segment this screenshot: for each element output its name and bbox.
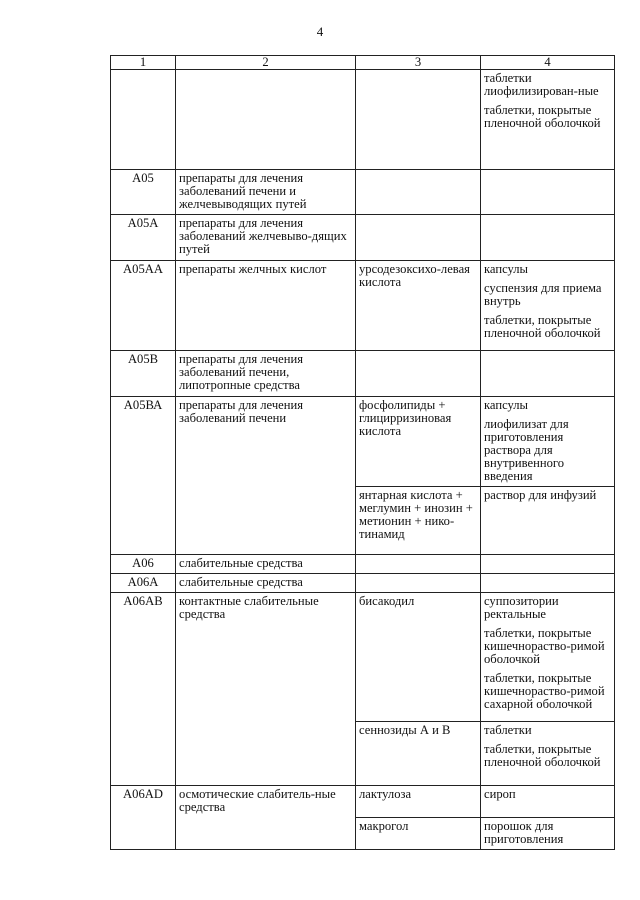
dosage-form: капсулы (484, 262, 529, 276)
atc-code: А05ВА (111, 397, 176, 555)
form-cell (481, 786, 615, 818)
group-name: слабительные средства (176, 555, 356, 574)
atc-code: А05А (111, 215, 176, 261)
table-row (111, 70, 615, 170)
dosage-form: таблетки, покрытые кишечнораство-римой сахарной оболочкой (484, 671, 605, 711)
group-cell (176, 70, 356, 170)
drug-name: урсодезоксихо-левая кислота (356, 261, 481, 351)
column-header: 2 (176, 56, 356, 70)
form-cell (481, 593, 615, 722)
atc-code: А06А (111, 574, 176, 593)
atc-code: А05АА (111, 261, 176, 351)
atc-code: А06АВ (111, 593, 176, 786)
drug-name: сеннозиды А и В (356, 722, 481, 786)
drug-name: лактулоза (356, 786, 481, 818)
atc-code: А06АD (111, 786, 176, 818)
drug-name: янтарная кислота + меглумин + инозин + метионин + нико-тинамид (356, 487, 481, 555)
form-cell (481, 487, 615, 555)
drug-cell (356, 351, 481, 397)
group-name: контактные слабительные средства (176, 593, 356, 786)
dosage-form: лиофилизат для приготовления раствора для внутривенного введения (484, 417, 569, 483)
page-number: 4 (316, 24, 324, 39)
column-header: 3 (356, 56, 481, 70)
dosage-form: порошок для приготовления (484, 818, 564, 846)
group-name: осмотические слабитель-ные средства (176, 786, 356, 818)
form-cell (481, 215, 615, 261)
table-row (111, 574, 615, 593)
group-name: препараты для лечения заболеваний печени и желчевыводящих путей (176, 170, 356, 215)
drug-cell (356, 555, 481, 574)
form-cell (481, 817, 615, 849)
table-row (111, 351, 615, 397)
dosage-form: таблетки, покрытые пленочной оболочкой (484, 313, 601, 340)
form-cell (481, 397, 615, 487)
dosage-form: раствор для инфузий (484, 488, 597, 502)
atc-code: А05В (111, 351, 176, 397)
group-cell (176, 817, 356, 849)
code-cell (111, 817, 176, 849)
group-name: препараты для лечения заболеваний печени, липотропные средства (176, 351, 356, 397)
group-name: препараты для лечения заболеваний печени (176, 397, 356, 555)
atc-code: А05 (111, 170, 176, 215)
dosage-form: таблетки лиофилизирован-ные (484, 71, 599, 98)
dosage-form: таблетки (484, 723, 532, 737)
header-row (111, 56, 615, 70)
dosage-form: суспензия для приема внутрь (484, 281, 602, 308)
group-name: препараты желчных кислот (176, 261, 356, 351)
column-header: 1 (111, 56, 176, 70)
form-cell (481, 170, 615, 215)
dosage-form: таблетки, покрытые кишечнораство-римой оболочкой (484, 626, 605, 666)
code-cell (111, 70, 176, 170)
group-name: слабительные средства (176, 574, 356, 593)
table-row (111, 170, 615, 215)
drug-cell (356, 215, 481, 261)
drug-table (110, 55, 615, 850)
column-header: 4 (481, 56, 615, 70)
drug-name: фосфолипиды + глицирризиновая кислота (356, 397, 481, 487)
form-cell (481, 574, 615, 593)
form-cell (481, 261, 615, 351)
atc-code: А06 (111, 555, 176, 574)
dosage-form: таблетки, покрытые пленочной оболочкой (484, 103, 601, 130)
drug-cell (356, 574, 481, 593)
drug-cell (356, 70, 481, 170)
dosage-form: таблетки, покрытые пленочной оболочкой (484, 742, 601, 769)
table-row (111, 261, 615, 351)
table-row (111, 397, 615, 487)
table-row (111, 593, 615, 722)
dosage-form: капсулы (484, 398, 529, 412)
form-cell (481, 351, 615, 397)
drug-name: макрогол (356, 817, 481, 849)
table-row (111, 555, 615, 574)
form-cell (481, 70, 615, 170)
table-row (111, 215, 615, 261)
table-row (111, 817, 615, 849)
dosage-form: сироп (484, 787, 516, 801)
drug-name: бисакодил (356, 593, 481, 722)
dosage-form: суппозитории ректальные (484, 594, 559, 621)
form-cell (481, 722, 615, 786)
table-row (111, 786, 615, 818)
drug-cell (356, 170, 481, 215)
form-cell (481, 555, 615, 574)
group-name: препараты для лечения заболеваний желчевыво-дящих путей (176, 215, 356, 261)
